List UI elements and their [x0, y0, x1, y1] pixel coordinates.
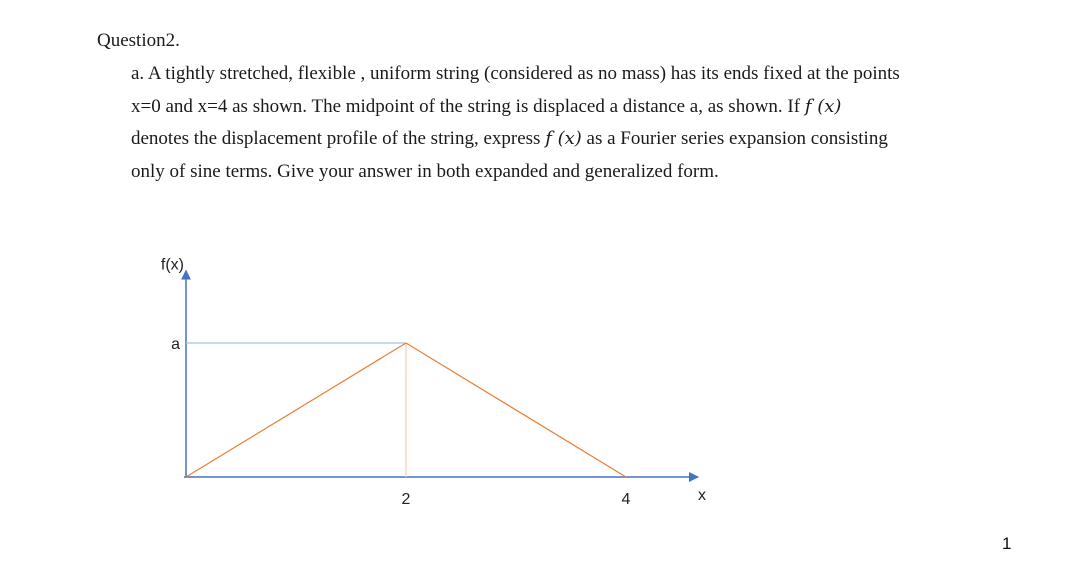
x-tick-label: 4	[621, 491, 631, 508]
y-tick-label: a	[171, 336, 180, 353]
question-line-2	[131, 94, 1031, 127]
line-2-text: x=0 and x=4 as shown. The midpoint of the string is displaced a distance a, as shown. If	[131, 95, 801, 117]
tick-labels	[171, 336, 630, 508]
question-text	[131, 61, 1031, 191]
line-3-text-before: denotes the displacement profile of the string, express	[131, 128, 541, 149]
guide-lines	[186, 343, 406, 477]
y-axis-label: f(x)	[160, 256, 184, 274]
question-line-1: a. A tightly stretched, flexible , uniform string (considered as no mass) has its ends fixed at the points	[131, 63, 900, 84]
profile-lines	[186, 343, 626, 477]
fx-math-symbol: f (x)	[804, 95, 842, 117]
page-number: 1	[1002, 534, 1012, 553]
fx-math-symbol: f (x)	[545, 128, 582, 149]
x-tick-label: 2	[401, 491, 411, 508]
line-3-text-after: as a Fourier series expansion consisting	[586, 128, 888, 149]
x-axis-label: x	[698, 487, 706, 504]
profile-segment	[406, 343, 626, 477]
question-line-4: only of sine terms. Give your answer in both expanded and generalized form.	[131, 160, 719, 182]
profile-segment	[186, 343, 406, 477]
question-line-3	[131, 126, 1031, 159]
question-heading: Question2.	[97, 30, 180, 51]
